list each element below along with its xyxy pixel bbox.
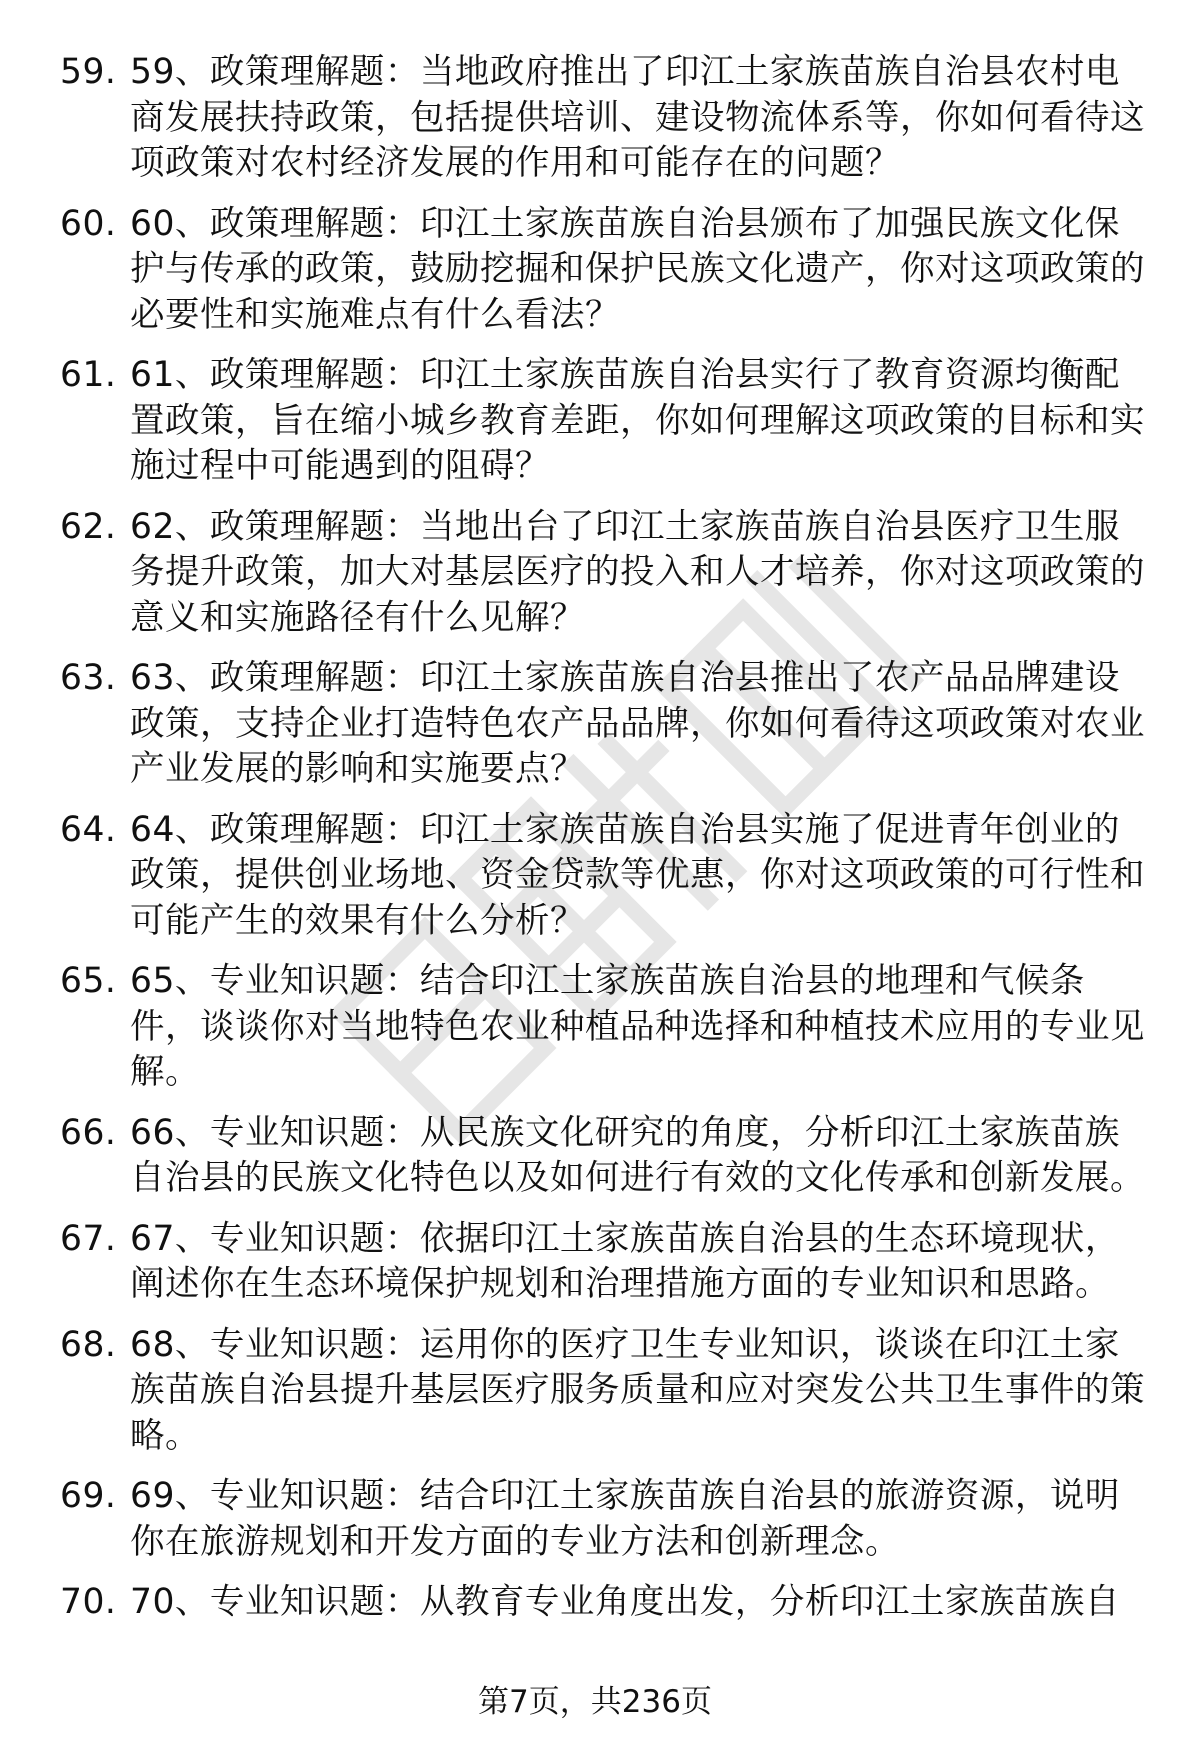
- question-item-69: [60, 1474, 1150, 1565]
- item-text: 61、政策理解题：印江土家族苗族自治县实行了教育资源均衡配置政策，旨在缩小城乡教育差距，你如何理解这项政策的目标和实施过程中可能遇到的阻碍？: [130, 355, 1145, 486]
- item-number: 65.: [60, 961, 117, 1001]
- item-text: 63、政策理解题：印江土家族苗族自治县推出了农产品品牌建设政策，支持企业打造特色农产品品牌，你如何看待这项政策对农业产业发展的影响和实施要点？: [130, 658, 1145, 789]
- item-number: 62.: [60, 506, 117, 547]
- question-item-68: [60, 1323, 1150, 1460]
- item-text: 68、专业知识题：运用你的医疗卫生专业知识，谈谈在印江土家族苗族自治县提升基层医疗服务质量和应对突发公共卫生事件的策略。: [130, 1324, 1145, 1456]
- item-text: 60、政策理解题：印江土家族苗族自治县颁布了加强民族文化保护与传承的政策，鼓励挖掘和保护民族文化遗产，你对这项政策的必要性和实施难点有什么看法？: [130, 203, 1145, 335]
- question-item-66: [60, 1111, 1150, 1202]
- page-footer: 第7页，共236页: [478, 1684, 712, 1720]
- question-item-59: [60, 50, 1150, 187]
- item-number: 69.: [60, 1476, 117, 1516]
- item-number: 60.: [60, 203, 117, 244]
- item-text: 59、政策理解题：当地政府推出了印江土家族苗族自治县农村电商发展扶持政策，包括提供培训、建设物流体系等，你如何看待这项政策对农村经济发展的作用和可能存在的问题？: [130, 52, 1145, 183]
- question-list: [60, 50, 1150, 1640]
- item-text: 62、政策理解题：当地出台了印江土家族苗族自治县医疗卫生服务提升政策，加大对基层医疗的投入和人才培养，你对这项政策的意义和实施路径有什么见解？: [130, 506, 1145, 638]
- item-number: 64.: [60, 809, 117, 850]
- item-text: 66、专业知识题：从民族文化研究的角度，分析印江土家族苗族自治县的民族文化特色以及如何进行有效的文化传承和创新发展。: [130, 1112, 1145, 1198]
- question-item-64: [60, 808, 1150, 945]
- item-text: 65、专业知识题：结合印江土家族苗族自治县的地理和气候条件，谈谈你对当地特色农业种植品种选择和种植技术应用的专业见解。: [130, 961, 1145, 1092]
- item-text: 64、政策理解题：印江土家族苗族自治县实施了促进青年创业的政策，提供创业场地、资金贷款等优惠，你对这项政策的可行性和可能产生的效果有什么分析？: [130, 809, 1145, 941]
- item-text: 70、专业知识题：从教育专业角度出发，分析印江土家族苗族自: [130, 1582, 1120, 1622]
- question-item-63: [60, 656, 1150, 793]
- item-number: 66.: [60, 1112, 117, 1153]
- question-item-65: [60, 959, 1150, 1096]
- item-number: 63.: [60, 658, 117, 698]
- item-text: 67、专业知识题：依据印江土家族苗族自治县的生态环境现状，阐述你在生态环境保护规划和治理措施方面的专业知识和思路。: [130, 1218, 1120, 1304]
- question-item-67: [60, 1217, 1150, 1308]
- question-item-60: [60, 202, 1150, 339]
- question-item-61: [60, 353, 1150, 490]
- item-number: 70.: [60, 1582, 117, 1622]
- item-number: 67.: [60, 1218, 117, 1259]
- question-item-70: [60, 1580, 1150, 1625]
- item-text: 69、专业知识题：结合印江土家族苗族自治县的旅游资源，说明你在旅游规划和开发方面的专业方法和创新理念。: [130, 1476, 1120, 1562]
- item-number: 68.: [60, 1324, 117, 1365]
- item-number: 61.: [60, 355, 117, 395]
- item-number: 59.: [60, 52, 117, 92]
- question-item-62: [60, 505, 1150, 642]
